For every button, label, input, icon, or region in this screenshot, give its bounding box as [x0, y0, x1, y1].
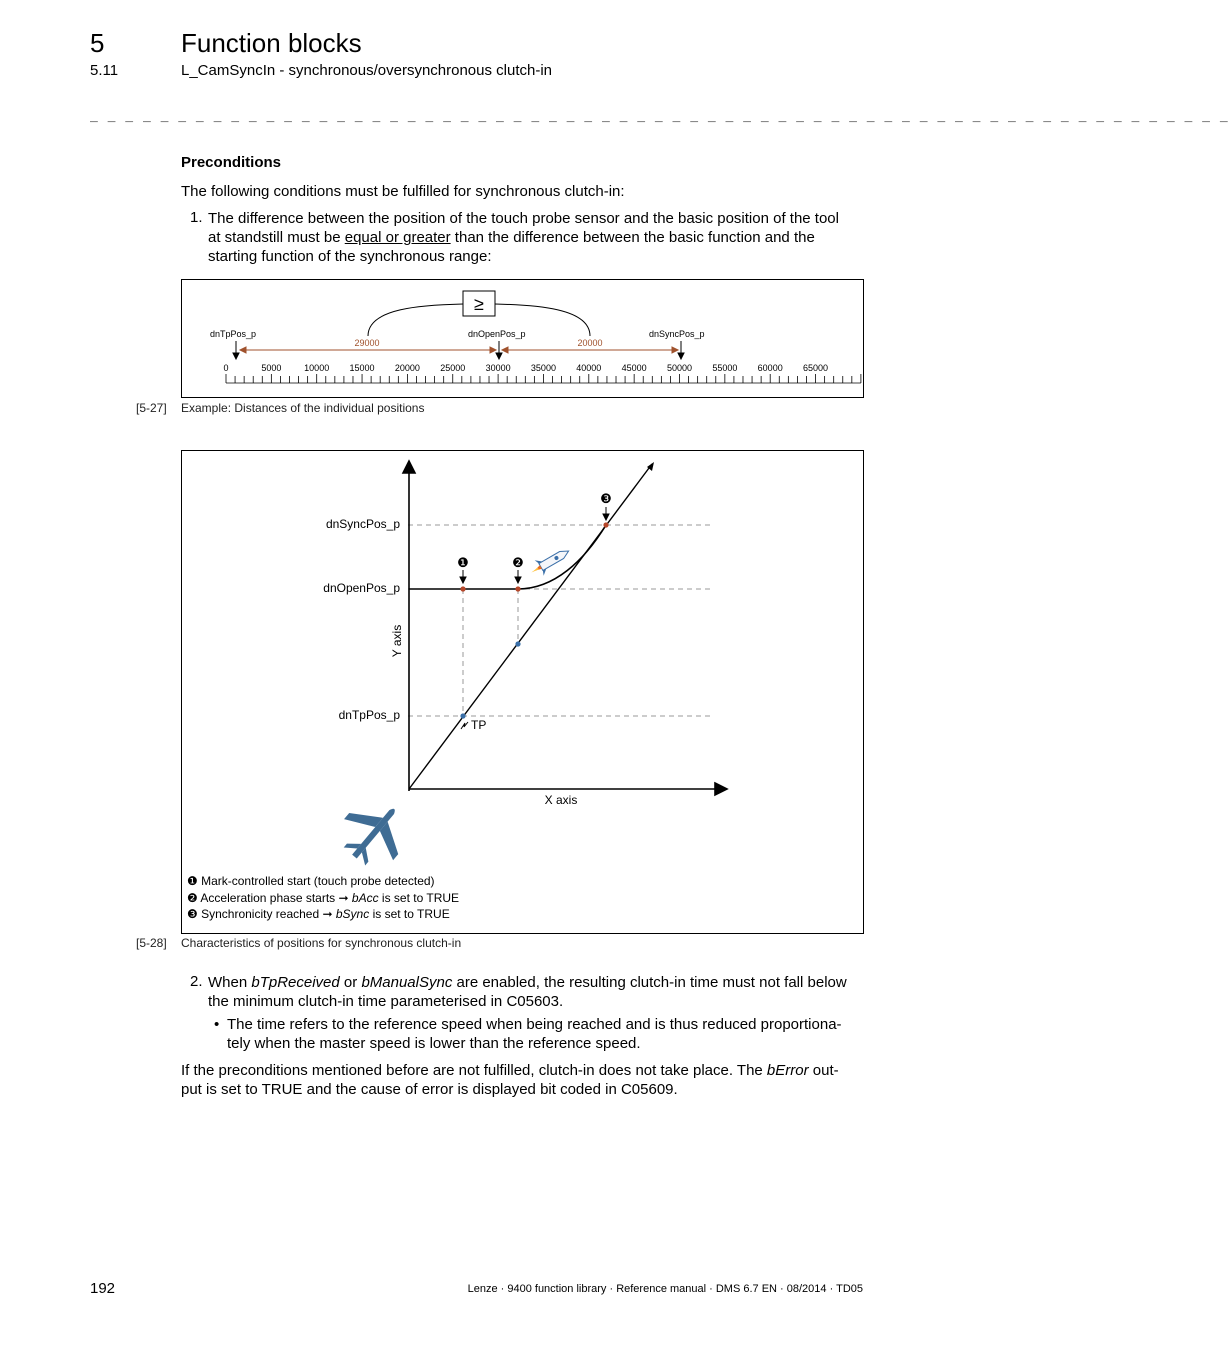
x-axis-label: X axis: [544, 793, 578, 807]
figure-5-28: [181, 450, 864, 934]
list-number-2: 2.: [190, 973, 203, 990]
list-item-2: [208, 973, 868, 1011]
label-dnSyncPos: dnSyncPos_p: [649, 329, 705, 339]
ruler-tick-label: 0: [223, 363, 229, 373]
y-label-dnSyncPos: dnSyncPos_p: [325, 517, 400, 531]
position-distance-diagram: [182, 280, 863, 397]
figure-5-27-number: [5-27]: [136, 401, 167, 415]
marker-3: ❸: [600, 491, 612, 506]
point-tp: [460, 713, 465, 718]
y-axis-arrowhead: [403, 461, 415, 473]
ruler-tick-label: 15000: [349, 363, 375, 373]
distance-arrows: [240, 347, 678, 353]
distance-29000: 29000: [354, 338, 380, 348]
point-acc: [515, 586, 520, 591]
list-item-1-line3: starting function of the synchronous range:: [208, 248, 492, 265]
list-item-2-line1: When bTpReceived or bManualSync are enabled, the resulting clutch-in time must not fall below: [208, 974, 847, 991]
ge-symbol: ≥: [474, 294, 484, 314]
clutch-in-characteristic: [182, 451, 863, 933]
figure-5-27-caption: Example: Distances of the individual positions: [181, 401, 425, 415]
ruler-tick-label: 35000: [530, 363, 556, 373]
page-number: 192: [90, 1280, 116, 1297]
list-item-2-line2: the minimum clutch-in time parameterised in C05603.: [208, 993, 564, 1010]
marker-1: ❶: [457, 555, 469, 570]
lightning-icon: [461, 722, 468, 729]
list-item-1-line2: at standstill must be equal or greater than the difference between the basic function and the: [208, 229, 815, 246]
point-master: [515, 641, 520, 646]
ruler-tick-label: 5000: [261, 363, 282, 373]
closing-paragraph: [181, 1061, 867, 1099]
point-start: [460, 586, 465, 591]
ruler-tick-label: 55000: [712, 363, 738, 373]
left-arc: [368, 304, 463, 336]
closing-line2: put is set to TRUE and the cause of error is displayed bit coded in C05609.: [181, 1081, 678, 1098]
marker-2: ❷: [512, 555, 524, 570]
preconditions-heading: Preconditions: [181, 154, 282, 171]
chapter-number: 5: [90, 28, 105, 58]
ruler-tick-label: 65000: [803, 363, 829, 373]
y-axis-label: Y axis: [390, 624, 404, 658]
ruler-tick-label: 45000: [621, 363, 647, 373]
figure-5-27: [181, 279, 864, 398]
master-line: [409, 464, 652, 789]
figure-5-28-caption: Characteristics of positions for synchronous clutch-in: [181, 936, 462, 950]
label-dnOpenPos: dnOpenPos_p: [468, 329, 526, 339]
section-number: 5.11: [90, 62, 119, 79]
ruler-tick-label: 20000: [394, 363, 420, 373]
ruler-tick-label: 25000: [440, 363, 466, 373]
slave-profile: [409, 525, 606, 589]
ruler-tick-label: 10000: [304, 363, 330, 373]
ruler-tick-label: 60000: [757, 363, 783, 373]
ruler-tick-label: 40000: [576, 363, 602, 373]
rocket-icon: [527, 543, 573, 580]
closing-line1: If the preconditions mentioned before are not fulfilled, clutch-in does not take place. The bError out-: [181, 1062, 839, 1079]
list-number-1: 1.: [190, 209, 203, 226]
x-axis-arrowhead: [715, 783, 727, 795]
marker-arrows: [460, 507, 609, 583]
point-sync: [603, 522, 608, 527]
distance-20000: 20000: [577, 338, 603, 348]
axes: [403, 461, 727, 795]
airplane-icon: [330, 788, 419, 877]
legend-line-2: ❷ Acceleration phase starts ➞ bAcc is set to TRUE: [187, 891, 460, 905]
section-title: L_CamSyncIn - synchronous/oversynchronous clutch-in: [181, 62, 553, 79]
tp-label: TP: [471, 718, 487, 732]
legend-line-3: ❸ Synchronicity reached ➞ bSync is set to TRUE: [187, 907, 450, 921]
footer-doc-info: Lenze · 9400 function library · Reference manual · DMS 6.7 EN · 08/2014 · TD05: [467, 1283, 863, 1295]
underlined-phrase: equal or greater: [344, 229, 451, 246]
bullet-line1: The time refers to the reference speed when being reached and is thus reduced proportiona-: [227, 1016, 842, 1033]
figure-5-28-number: [5-28]: [136, 936, 167, 950]
bullet-item: [227, 1015, 867, 1053]
chapter-title: Function blocks: [181, 28, 362, 58]
header-separator: _ _ _ _ _ _ _ _ _ _ _ _ _ _ _ _ _ _ _ _ _ _ _ _ _ _ _ _ _ _ _ _ _ _ _ _ _ _ _ _ _ _ _ _ _ _ _ _ _ _ _ _ _ _ _ _ _ _ _ _ _ _ _ _ _: [90, 108, 1229, 123]
bullet-marker: •: [214, 1016, 220, 1033]
label-dnTpPos: dnTpPos_p: [210, 329, 257, 339]
ruler-tick-label: 30000: [485, 363, 511, 373]
y-label-dnTpPos: dnTpPos_p: [338, 708, 400, 722]
preconditions-intro: The following conditions must be fulfilled for synchronous clutch-in:: [181, 183, 625, 200]
y-label-dnOpenPos: dnOpenPos_p: [323, 581, 400, 595]
list-item-1: [208, 209, 868, 266]
legend-line-1: ❶ Mark-controlled start (touch probe detected): [187, 874, 435, 888]
ruler-tick-label: 50000: [666, 363, 693, 373]
ruler-scale: [223, 363, 860, 383]
list-item-1-line1: The difference between the position of the touch probe sensor and the basic position of the tool: [208, 210, 839, 227]
bullet-line2: tely when the master speed is lower than the reference speed.: [227, 1035, 641, 1052]
